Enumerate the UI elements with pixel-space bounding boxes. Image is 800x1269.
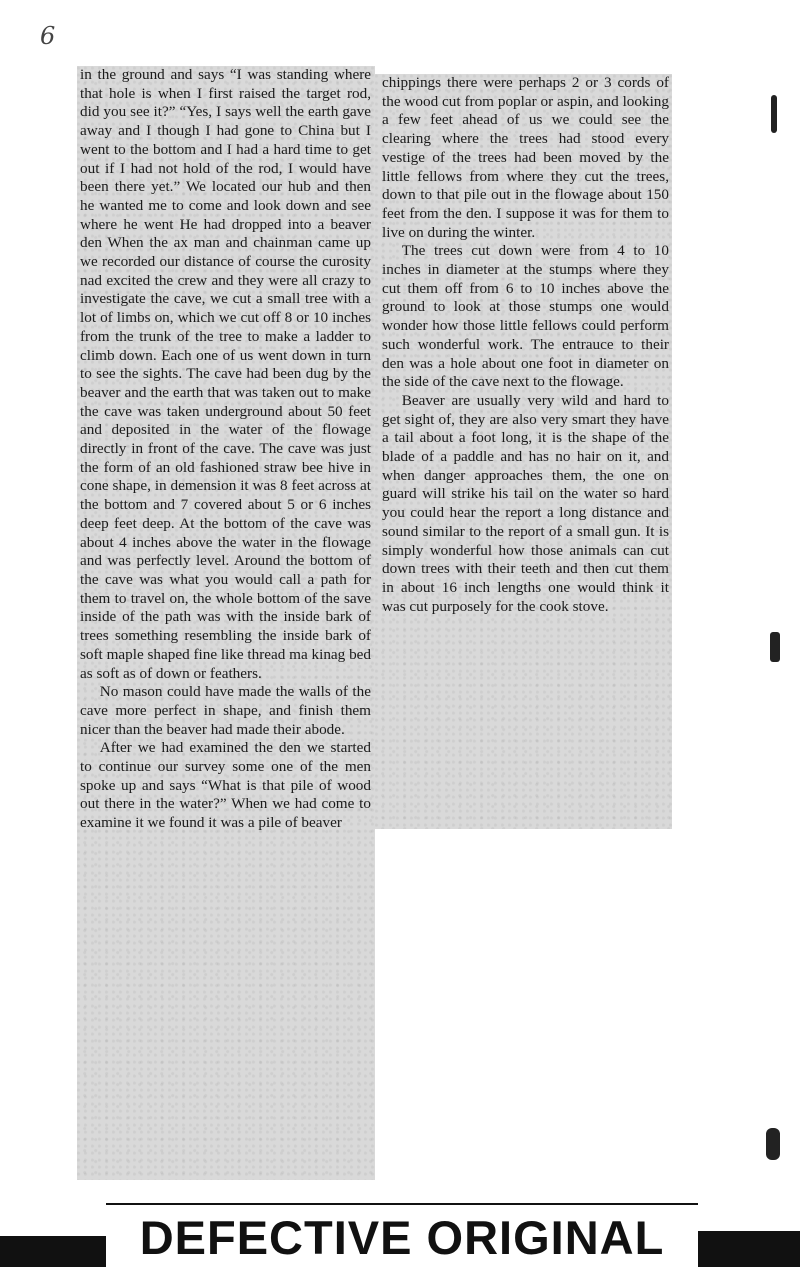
left-paragraph-2: No mason could have made the walls of the cave more perfect in shape, and finish them nicer than the beaver had made their abode. bbox=[80, 683, 371, 738]
article-column-left bbox=[77, 66, 375, 1180]
banner-bar-right bbox=[698, 1231, 800, 1267]
left-paragraph-3: After we had examined the den we started to continue our survey some one of the men spoke up and says “What is that pile of wood out there in the water?” When we had come to examine it we found it was a pile of beaver bbox=[80, 739, 371, 832]
right-paragraph-2: The trees cut down were from 4 to 10 inches in diameter at the stumps where they cut them off from 6 to 10 inches above the ground to look at those stumps one would wonder how those little fellows could perform such wonderful work. The entrauce to their den was a hole about one foot in diameter on the side of the cave next to the flowage. bbox=[382, 242, 669, 391]
scan-mark-middle bbox=[770, 632, 780, 662]
scan-mark-bottom bbox=[766, 1128, 780, 1160]
defective-original-banner: DEFECTIVE ORIGINAL bbox=[106, 1203, 698, 1269]
right-paragraph-1: chippings there were perhaps 2 or 3 cords of the wood cut from poplar or aspin, and looking a few feet ahead of us we could see the clearing where the trees had stood every vestige of the trees had been moved by the little fellows from where they cut the trees, down to that pile out in the flowage about 150 feet from the den. I suppose it was for them to live on during the winter. bbox=[382, 74, 669, 241]
page-number: 6 bbox=[40, 22, 56, 50]
scan-mark-top bbox=[771, 95, 777, 133]
banner-bar-left bbox=[0, 1236, 106, 1267]
right-paragraph-3: Beaver are usually very wild and hard to get sight of, they are also very smart they have a tail about a foot long, it is the shape of the blade of a paddle and has no hair on it, and when danger approaches them, the one on guard will strike his tail on the water so hard you could hear the report a long distance and sound similar to the report of a small gun. It is simply wonderful how those animals can cut down trees with their teeth and then cut them in about 16 inch lengths one would think it was cut purposely for the cook stove. bbox=[382, 391, 669, 615]
left-paragraph-1: in the ground and says “I was standing where that hole is when I first raised the target rod, did you see it?” “Yes, I says well the earth gave away and I though I had gone to China but I went to the bottom and I had a hard time to get out if I had not hold of the rod, I would have been there yet.” We located our hub and then he wanted me to come and look down and see where he went He had dropped into a beaver den When the ax man and chainman came up we recorded our distance of course the curosity nad excited the crew and they were all crazy to investigate the cave, we cut a small tree with a lot of limbs on, which we cut off 8 or 10 inches from the trunk of the tree to make a ladder to climb down. Each one of us went down in turn to see the sights. The cave had been dug by the beaver and the earth that was taken out to make the cave was taken underground about 50 feet and deposited in the water of the flowage directly in front of the cave. The cave was just the form of an old fashioned straw bee hive in cone shape, in demension it was 8 feet across at the bottom and 7 covered about 5 or 6 inches deep feet deep. At the bottom of the cave was about 4 inches above the water in the flowage and was perfectly level. Around the bottom of the cave was what you would call a path for them to travel on, the whole bottom of the save inside of the path was with the inside bark of trees something resembling the inside bark of soft maple shaped fine like thread ma kinag bed as soft as of down or feathers. bbox=[80, 66, 371, 682]
article-column-right bbox=[375, 74, 672, 829]
